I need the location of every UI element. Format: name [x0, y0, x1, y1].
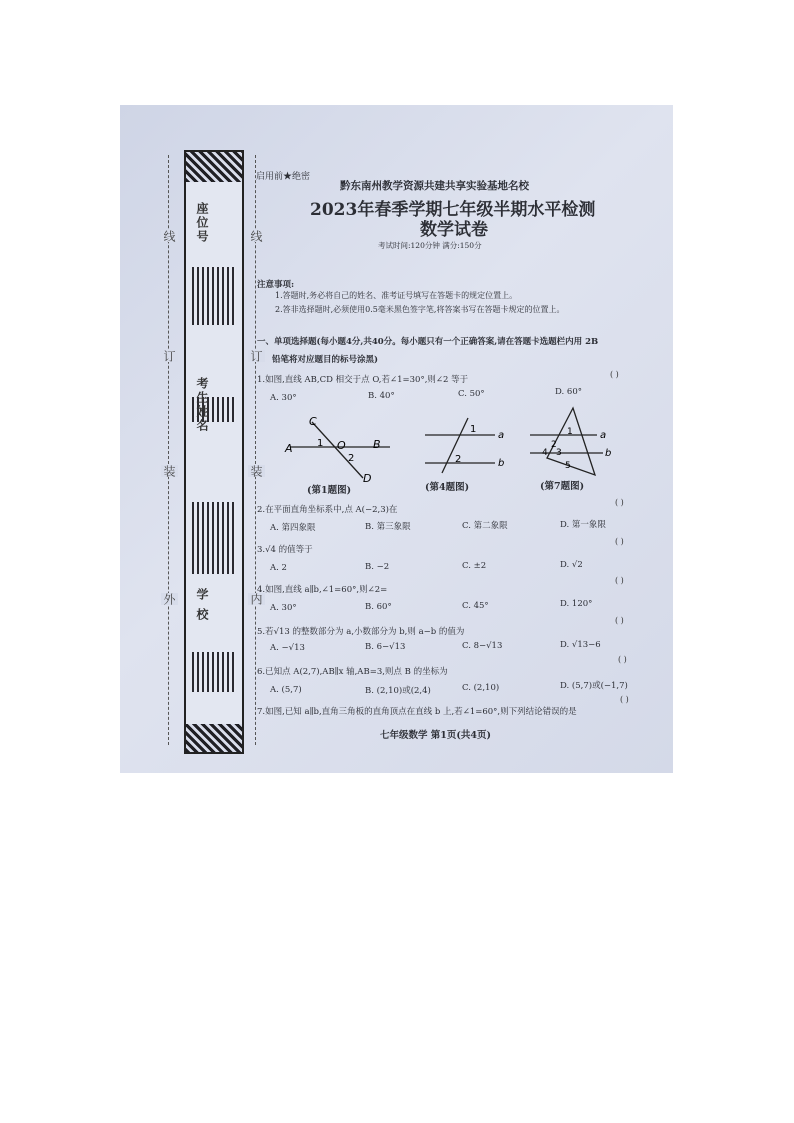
- q6-option-a: A. (5,7): [270, 685, 302, 695]
- question-1-stem: 1.如图,直线 AB,CD 相交于点 O,若∠1=30°,则∠2 等于: [257, 375, 469, 385]
- fig1-label-b: B: [373, 438, 381, 451]
- mark-outer-1: 线: [162, 230, 176, 242]
- fig1-label-d: D: [363, 472, 372, 485]
- answer-paren: ( ): [615, 576, 624, 585]
- mark-inner-3: 装: [249, 465, 263, 477]
- fig1-label-c: C: [309, 415, 317, 428]
- q6-option-d: D. (5,7)或(−1,7): [560, 681, 628, 691]
- fig7-angle-4: 4: [542, 448, 548, 458]
- notes-heading: 注意事项:: [257, 280, 295, 290]
- exam-photo: [120, 105, 673, 773]
- q3-option-d: D. √2: [560, 560, 583, 570]
- fig7-angle-3: 3: [556, 448, 562, 458]
- fig7-line-b: b: [605, 448, 612, 459]
- figure-1-caption: (第1题图): [307, 485, 352, 496]
- q1-option-a: A. 30°: [270, 393, 297, 403]
- fig4-angle-2: 2: [455, 454, 462, 465]
- q4-option-c: C. 45°: [462, 601, 489, 611]
- q5-option-b: B. 6−√13: [365, 642, 406, 652]
- exam-time: 考试时间:120分钟 满分:150分: [378, 241, 482, 250]
- question-2-stem: 2.在平面直角坐标系中,点 A(−2,3)在: [257, 505, 398, 515]
- figure-4: [420, 415, 510, 475]
- q2-option-c: C. 第二象限: [462, 521, 508, 531]
- q2-option-b: B. 第三象限: [365, 522, 411, 532]
- mark-outer-2: 订: [162, 350, 176, 362]
- seat-number-label: 座位号: [195, 202, 209, 244]
- fig7-line-a: a: [600, 430, 607, 441]
- fig1-angle-1: 1: [317, 438, 324, 449]
- answer-paren: ( ): [615, 498, 624, 507]
- q2-option-a: A. 第四象限: [270, 523, 316, 533]
- q5-option-c: C. 8−√13: [462, 641, 503, 651]
- cut-line-inner: [255, 155, 256, 745]
- answer-paren: ( ): [615, 537, 624, 546]
- barcode-block: [192, 502, 236, 574]
- fig7-angle-5: 5: [565, 461, 571, 471]
- q1-option-c: C. 50°: [458, 389, 485, 399]
- barcode-block: [192, 652, 236, 692]
- figure-4-caption: (第4题图): [425, 482, 470, 493]
- q3-option-b: B. −2: [365, 562, 390, 572]
- q6-option-c: C. (2,10): [462, 683, 500, 693]
- question-3-stem: 3.√4 的值等于: [257, 545, 313, 555]
- binding-strip: [184, 150, 244, 754]
- mark-outer-4: 外: [162, 593, 176, 605]
- hatch-pattern-top: [186, 152, 242, 182]
- answer-paren: ( ): [618, 655, 627, 664]
- q6-option-b: B. (2,10)或(2,4): [365, 686, 431, 696]
- figure-7: [525, 403, 630, 478]
- question-4-stem: 4.如图,直线 a∥b,∠1=60°,则∠2=: [257, 585, 388, 595]
- q1-option-b: B. 40°: [368, 391, 395, 401]
- exam-title: 2023年春季学期七年级半期水平检测: [310, 200, 596, 220]
- answer-paren: ( ): [615, 616, 624, 625]
- answer-paren: ( ): [610, 370, 619, 379]
- q5-option-a: A. −√13: [270, 643, 305, 653]
- question-5-stem: 5.若√13 的整数部分为 a,小数部分为 b,则 a−b 的值为: [257, 627, 465, 637]
- question-7-stem: 7.如图,已知 a∥b,直角三角板的直角顶点在直线 b 上,若∠1=60°,则下列结论错误的是: [257, 707, 577, 717]
- secret-label: 启用前★绝密: [256, 172, 311, 182]
- section-heading: 一、单项选择题(每小题4分,共40分。每小题只有一个正确答案,请在答题卡选题栏内用 2B: [257, 337, 599, 347]
- mark-outer-3: 装: [162, 465, 176, 477]
- mark-inner-2: 订: [249, 350, 263, 362]
- exam-subtitle: 数学试卷: [420, 220, 488, 240]
- page-footer: 七年级数学 第1页(共4页): [380, 730, 492, 741]
- fig7-angle-2: 2: [551, 440, 557, 450]
- fig4-angle-1: 1: [470, 424, 477, 435]
- fig1-label-o: O: [337, 439, 346, 452]
- question-6-stem: 6.已知点 A(2,7),AB∥x 轴,AB=3,则点 B 的坐标为: [257, 667, 448, 677]
- q2-option-d: D. 第一象限: [560, 520, 606, 530]
- q4-option-b: B. 60°: [365, 602, 392, 612]
- fig4-line-b: b: [498, 458, 505, 469]
- mark-inner-4: 内: [249, 593, 263, 605]
- q4-option-a: A. 30°: [270, 603, 297, 613]
- mark-inner-1: 线: [249, 230, 263, 242]
- cut-line-outer: [168, 155, 169, 745]
- fig7-angle-1: 1: [567, 427, 573, 437]
- q3-option-c: C. ±2: [462, 561, 487, 571]
- q4-option-d: D. 120°: [560, 599, 593, 609]
- fig1-angle-2: 2: [348, 453, 355, 464]
- fig4-line-a: a: [498, 430, 505, 441]
- q1-option-d: D. 60°: [555, 387, 582, 397]
- school-network-title: 黔东南州教学资源共建共享实验基地名校: [340, 180, 529, 192]
- answer-paren: ( ): [620, 695, 629, 704]
- q5-option-d: D. √13−6: [560, 640, 601, 650]
- hatch-pattern-bottom: [186, 724, 242, 752]
- barcode-block: [192, 267, 236, 325]
- note-item-2: 2.答非选择题时,必须使用0.5毫米黑色签字笔,将答案书写在答题卡规定的位置上。: [275, 305, 565, 314]
- school-label: 学 校: [195, 588, 209, 623]
- figure-7-caption: (第7题图): [540, 481, 585, 492]
- section-heading-cont: 铅笔将对应题目的标号涂黑): [272, 355, 379, 365]
- q3-option-a: A. 2: [270, 563, 287, 573]
- student-name-label: 考生姓名: [195, 377, 209, 433]
- fig1-label-a: A: [285, 442, 293, 455]
- note-item-1: 1.答题时,务必将自己的姓名、准考证号填写在答题卡的规定位置上。: [275, 291, 518, 300]
